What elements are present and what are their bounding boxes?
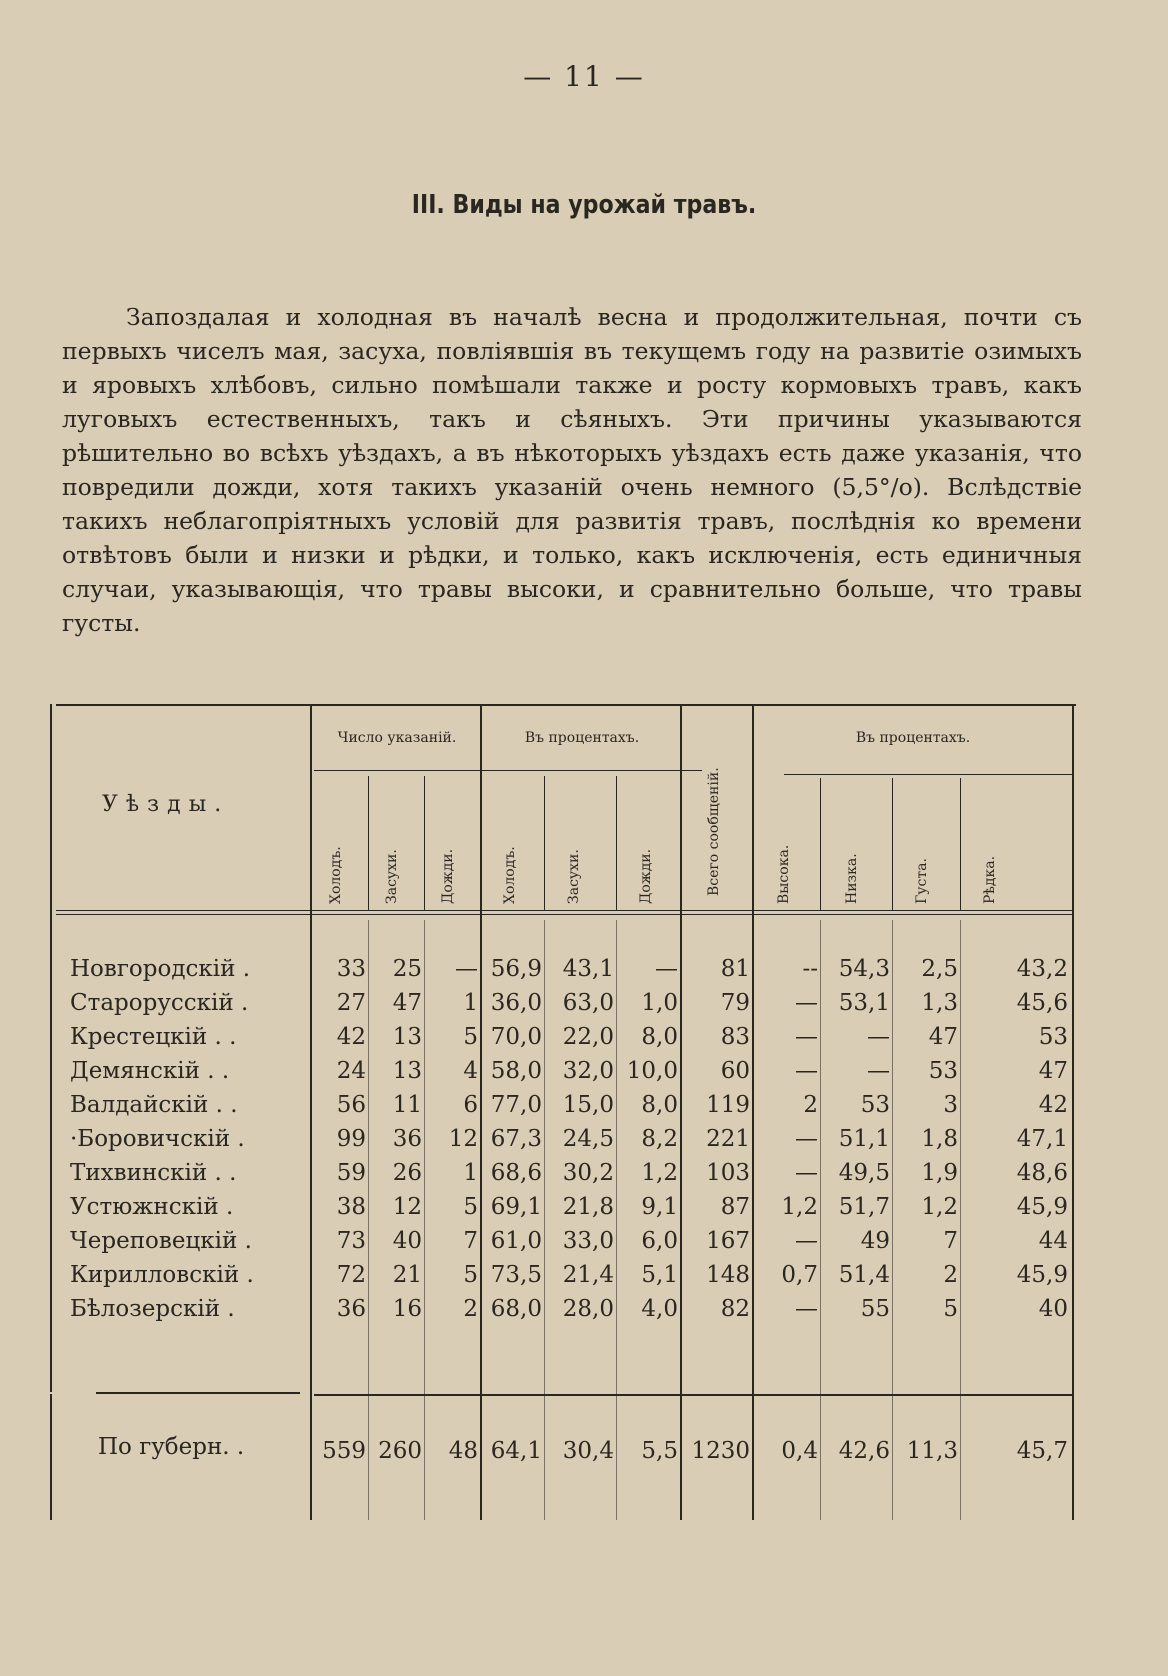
table-cell: 26	[392, 1160, 422, 1186]
group-header-percent-1: Въ процентахъ.	[524, 730, 640, 746]
table-cell: 9,1	[641, 1194, 678, 1220]
table-cell: —	[795, 1024, 818, 1050]
table-cell: 2,5	[921, 956, 958, 982]
total-cell: 1230	[691, 1438, 750, 1464]
table-cell: —	[795, 1058, 818, 1084]
table-cell: 4	[463, 1058, 478, 1084]
uezd-name: Новгородскій .	[70, 956, 251, 982]
table-cell: 1,9	[921, 1160, 958, 1186]
uezd-name: ·Боровичскій .	[70, 1126, 245, 1152]
table-cell: 48,6	[1016, 1160, 1068, 1186]
table-cell: 148	[706, 1262, 750, 1288]
table-cell: 5	[463, 1194, 478, 1220]
table-cell: --	[802, 956, 818, 982]
total-row	[56, 1434, 1076, 1468]
column-header: Холодъ.	[502, 846, 518, 904]
table-cell: 53,1	[838, 990, 890, 1016]
table-cell: 5,1	[641, 1262, 678, 1288]
table-cell: 60	[720, 1058, 750, 1084]
total-cell: 48	[448, 1438, 478, 1464]
table-cell: 54,3	[838, 956, 890, 982]
table-cell: 167	[706, 1228, 750, 1254]
table-cell: 1,2	[781, 1194, 818, 1220]
table-cell: 8,2	[641, 1126, 678, 1152]
table-cell: 6	[463, 1092, 478, 1118]
table-cell: 21,8	[562, 1194, 614, 1220]
total-cell: 11,3	[906, 1438, 958, 1464]
table-cell: 119	[706, 1092, 750, 1118]
table-cell: 2	[463, 1296, 478, 1322]
table-cell: —	[867, 1024, 890, 1050]
total-cell: 260	[378, 1438, 422, 1464]
table-cell: 53	[1038, 1024, 1068, 1050]
table-cell: 1	[463, 990, 478, 1016]
table-cell: 32,0	[562, 1058, 614, 1084]
table-cell: 36,0	[490, 990, 542, 1016]
table-cell: 42	[336, 1024, 366, 1050]
group-header-percent-2: Въ процентахъ.	[855, 730, 971, 746]
table-cell: 3	[943, 1092, 958, 1118]
table-cell: 12	[392, 1194, 422, 1220]
table-cell: 87	[720, 1194, 750, 1220]
table-row	[56, 1054, 1076, 1088]
table-cell: 1,3	[921, 990, 958, 1016]
table-cell: 5	[463, 1024, 478, 1050]
table-cell: 28,0	[562, 1296, 614, 1322]
table-cell: 38	[336, 1194, 366, 1220]
table-cell: 21	[392, 1262, 422, 1288]
table-cell: 40	[1038, 1296, 1068, 1322]
table-cell: 2	[943, 1262, 958, 1288]
uezd-name: Старорусскій .	[70, 990, 249, 1016]
table-cell: 4,0	[641, 1296, 678, 1322]
table-cell: 77,0	[490, 1092, 542, 1118]
table-row	[56, 1190, 1076, 1224]
table-cell: 83	[720, 1024, 750, 1050]
table-row	[56, 986, 1076, 1020]
table-cell: 47	[392, 990, 422, 1016]
column-header: Высока.	[776, 844, 792, 904]
uezd-name: Демянскій . .	[70, 1058, 230, 1084]
table-cell: 45,9	[1016, 1262, 1068, 1288]
table-cell: —	[795, 1126, 818, 1152]
table-row	[56, 1088, 1076, 1122]
table-cell: 24	[336, 1058, 366, 1084]
uezd-name: Тихвинскій . .	[70, 1160, 237, 1186]
table-row	[56, 1258, 1076, 1292]
table-cell: 16	[392, 1296, 422, 1322]
table-cell: 45,6	[1016, 990, 1068, 1016]
table-cell: 22,0	[562, 1024, 614, 1050]
table-cell: 33	[336, 956, 366, 982]
table-cell: 1,8	[921, 1126, 958, 1152]
table-cell: 73	[336, 1228, 366, 1254]
section-title: III. Виды на урожай травъ.	[411, 190, 757, 220]
table-cell: 49	[860, 1228, 890, 1254]
table-cell: 6,0	[641, 1228, 678, 1254]
total-cell: 64,1	[490, 1438, 542, 1464]
table-cell: 30,2	[562, 1160, 614, 1186]
table-cell: 53	[928, 1058, 958, 1084]
table-cell: 40	[392, 1228, 422, 1254]
total-cell: 5,5	[641, 1438, 678, 1464]
total-cell: 45,7	[1016, 1438, 1068, 1464]
total-reports-header: Всего сообщеній.	[706, 767, 722, 896]
table-row	[56, 952, 1076, 986]
table-cell: 47	[928, 1024, 958, 1050]
table-cell: 25	[392, 956, 422, 982]
table-cell: 61,0	[490, 1228, 542, 1254]
uezd-name: Устюжнскій .	[70, 1194, 234, 1220]
column-header: Низка.	[844, 853, 860, 904]
table-cell: 81	[720, 956, 750, 982]
table-cell: 49,5	[838, 1160, 890, 1186]
table-cell: 43,1	[562, 956, 614, 982]
table-cell: —	[795, 1228, 818, 1254]
table-cell: 5	[463, 1262, 478, 1288]
table-cell: 67,3	[490, 1126, 542, 1152]
uezd-name: Крестецкій . .	[70, 1024, 237, 1050]
table-cell: 221	[706, 1126, 750, 1152]
table-cell: 73,5	[490, 1262, 542, 1288]
page-number: — 11 —	[523, 60, 645, 93]
table-cell: 13	[392, 1058, 422, 1084]
uezd-name: Кирилловскій .	[70, 1262, 254, 1288]
body-paragraph: Запоздалая и холодная въ началѣ весна и продолжительная, почти съ первыхъ чиселъ мая, засуха, повліявшія въ текущемъ году на развитіе озимыхъ и яровыхъ хлѣбовъ, сильно помѣшали также и росту кормовыхъ травъ, какъ луговыхъ естественныхъ, такъ и сѣяныхъ. Эти причины указываются рѣшительно во всѣхъ уѣздахъ, а въ нѣкоторыхъ уѣздахъ есть даже указанія, что повредили дожди, хотя такихъ указаній очень немного (5,5°/о). Вслѣдствіе такихъ неблагопріятныхъ условій для развитія травъ, послѣднія ко времени отвѣтовъ были и низки и рѣдки, и только, какъ исключенія, есть единичныя случаи, указывающія, что травы высоки, и сравнительно больше, что травы густы.	[62, 303, 1082, 637]
table-cell: 1,0	[641, 990, 678, 1016]
table-cell: 27	[336, 990, 366, 1016]
table-cell: 56,9	[490, 956, 542, 982]
table-cell: —	[795, 1160, 818, 1186]
column-header: Дожди.	[638, 848, 654, 904]
column-header: Рѣдка.	[982, 855, 998, 904]
group-header-counts: Число указаній.	[337, 730, 457, 746]
column-header: Засухи.	[566, 849, 582, 904]
table-cell: —	[795, 1296, 818, 1322]
table-row	[56, 1292, 1076, 1326]
table-cell: 56	[336, 1092, 366, 1118]
table-cell: 58,0	[490, 1058, 542, 1084]
table-cell: 13	[392, 1024, 422, 1050]
table-cell: 53	[860, 1092, 890, 1118]
table-cell: 82	[720, 1296, 750, 1322]
uezd-name: Бѣлозерскій .	[70, 1296, 235, 1322]
table-cell: —	[867, 1058, 890, 1084]
table-cell: —	[655, 956, 678, 982]
table-cell: 72	[336, 1262, 366, 1288]
table-row	[56, 1122, 1076, 1156]
uezd-name: Череповецкій .	[70, 1228, 252, 1254]
table-cell: 2	[803, 1092, 818, 1118]
table-cell: 7	[463, 1228, 478, 1254]
table-cell: 36	[336, 1296, 366, 1322]
table-cell: 8,0	[641, 1092, 678, 1118]
column-header: Дожди.	[440, 848, 456, 904]
table-cell: 0,7	[781, 1262, 818, 1288]
table-cell: 55	[860, 1296, 890, 1322]
table-cell: 15,0	[562, 1092, 614, 1118]
table-row	[56, 1020, 1076, 1054]
table-cell: 11	[392, 1092, 422, 1118]
total-cell: 30,4	[562, 1438, 614, 1464]
table-cell: 47,1	[1016, 1126, 1068, 1152]
table-cell: 36	[392, 1126, 422, 1152]
table-cell: 47	[1038, 1058, 1068, 1084]
table-cell: 1,2	[641, 1160, 678, 1186]
table-cell: 99	[336, 1126, 366, 1152]
uezd-name: Валдайскій . .	[70, 1092, 238, 1118]
table-cell: 68,0	[490, 1296, 542, 1322]
table-cell: 44	[1038, 1228, 1068, 1254]
table-cell: 33,0	[562, 1228, 614, 1254]
table-cell: 70,0	[490, 1024, 542, 1050]
table-cell: 63,0	[562, 990, 614, 1016]
table-cell: 1,2	[921, 1194, 958, 1220]
table-cell: 51,4	[838, 1262, 890, 1288]
total-cell: 0,4	[781, 1438, 818, 1464]
table-cell: 7	[943, 1228, 958, 1254]
table-cell: 45,9	[1016, 1194, 1068, 1220]
table-cell: 103	[706, 1160, 750, 1186]
column-header: Густа.	[914, 858, 930, 904]
column-header: Холодъ.	[328, 846, 344, 904]
total-row-label: По губерн. .	[98, 1434, 245, 1460]
table-cell: 1	[463, 1160, 478, 1186]
table-cell: —	[455, 956, 478, 982]
table-cell: 68,6	[490, 1160, 542, 1186]
table-cell: 69,1	[490, 1194, 542, 1220]
table-cell: 79	[720, 990, 750, 1016]
total-cell: 559	[322, 1438, 366, 1464]
total-cell: 42,6	[838, 1438, 890, 1464]
table-cell: 10,0	[626, 1058, 678, 1084]
table-row	[56, 1224, 1076, 1258]
table-cell: 43,2	[1016, 956, 1068, 982]
table-row	[56, 1156, 1076, 1190]
uezdy-header: Уѣзды.	[102, 792, 230, 817]
table-cell: 12	[448, 1126, 478, 1152]
table-cell: 8,0	[641, 1024, 678, 1050]
table-cell: 42	[1038, 1092, 1068, 1118]
table-cell: 51,7	[838, 1194, 890, 1220]
table-cell: 21,4	[562, 1262, 614, 1288]
table-cell: —	[795, 990, 818, 1016]
column-header: Засухи.	[384, 849, 400, 904]
table-cell: 59	[336, 1160, 366, 1186]
statistics-table	[56, 704, 1076, 1520]
table-cell: 51,1	[838, 1126, 890, 1152]
table-cell: 24,5	[562, 1126, 614, 1152]
table-cell: 5	[943, 1296, 958, 1322]
